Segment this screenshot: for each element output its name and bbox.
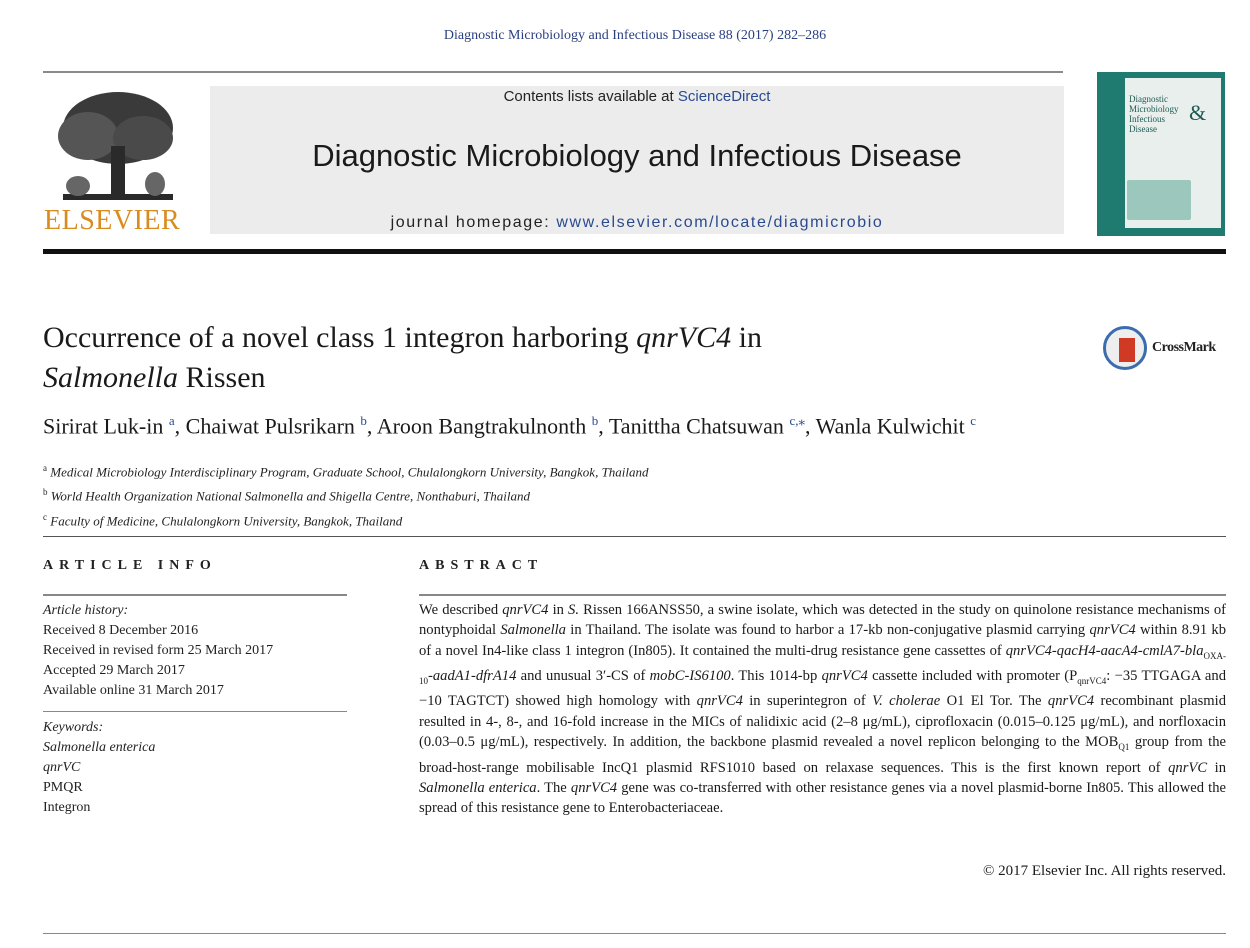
keyword-item: qnrVC [43,760,81,775]
header-thick-rule [43,249,1226,254]
homepage-prefix: journal homepage: [390,214,557,231]
contents-prefix: Contents lists available at [503,88,678,105]
author-name[interactable]: , Chaiwat Pulsrikarn [174,413,361,439]
keyword-item: Salmonella enterica [43,740,156,755]
crossmark-icon [1103,326,1147,370]
author-affiliation-mark[interactable]: a [168,413,175,428]
affiliation-item [43,458,649,482]
keyword-item: PMQR [43,780,83,795]
cover-title: Diagnostic Microbiology Infectious Disease [1129,94,1179,134]
affiliation-text: Faculty of Medicine, Chulalongkorn University, Bangkok, Thailand [50,512,403,528]
sciencedirect-link[interactable]: ScienceDirect [677,88,771,105]
cover-ampersand: & [1189,100,1207,125]
affiliation-text: Medical Microbiology Interdisciplinary Program, Graduate School, Chulalongkorn University, Bangkok, Thailand [50,464,649,480]
footer-rule [43,933,1226,934]
affiliation-item [43,482,649,506]
crossmark-flag-icon [1119,338,1135,362]
keywords-label: Keywords: [43,720,104,735]
contents-line [210,88,1064,105]
title-gene: qnrVC4 [636,321,732,354]
author-name[interactable]: , Tanittha Chatsuwan [598,413,790,439]
journal-banner [210,86,1064,234]
journal-homepage [210,214,1064,232]
keywords-rule [43,711,347,712]
abstract-text: We described qnrVC4 in S. Rissen 166ANSS50, a swine isolate, which was detected in the study on quinolone resistance mechanisms of nontyphoidal Salmonella in Thailand. The isolate was found to harbor a 17-kb non-conjugative plasmid carrying qnrVC4 within 8.91 kb of a novel In4-like class 1 integron (In805). It contained the multi-drug resistance gene cassettes of qnrVC4-qacH4-aacA4-cmlA7-bla$_{OXA-10}$-aadA1-dfrA14 and unusual 3′-CS of mobC-IS6100. This 1014-bp qnrVC4 cassette included with promoter ($P_{qnrVC4}$: −35 TTGAGA and −10 TAGTCT) showed high homology with qnrVC4 in superintegron of V. cholerae O1 El Tor. The qnrVC4 recombinant plasmid resulted in 4-, 8-, and 16-fold increase in the MICs of nalidixic acid (2–8 μg/mL), ciprofloxacin (0.015–0.125 μg/mL), and norfloxacin (0.03–0.5 μg/mL), respectively. In addition, the backbone plasmid revealed a novel replicon belonging to the $MOB_{Q1}$ group from the broad-host-range mobilisable IncQ1 plasmid RFS1010 based on relaxase sequences. This is the first known report of qnrVC in Salmonella enterica. The qnrVC4 gene was co-transferred with other resistance genes via a novel plasmid-borne In805. This allowed the spread of this resistance gene to Enterobacteriaceae. [419,602,1227,817]
author-affiliation-mark[interactable]: b [591,413,599,428]
section-rule [43,536,1226,537]
crossmark-label: CrossMark [1152,340,1216,355]
article-info-heading: ARTICLE INFO [43,558,217,573]
journal-cover-thumbnail[interactable] [1097,72,1225,236]
journal-citation[interactable]: Diagnostic Microbiology and Infectious Disease 88 (2017) 282–286 [443,28,827,43]
history-label: Article history: [43,603,129,618]
crossmark-badge[interactable] [1103,326,1225,374]
keyword-item: Integron [43,800,91,815]
affiliation-item [43,507,649,531]
history-revised: Received in revised form 25 March 2017 [43,643,274,658]
author-name[interactable]: Sirirat Luk-in [43,413,169,439]
elsevier-tree-icon [43,86,183,206]
author-affiliation-mark[interactable]: c,⁎ [789,413,805,428]
title-genus: Salmonella [43,361,178,394]
author-affiliation-mark[interactable]: b [360,413,367,428]
header-rule [43,71,1063,73]
cover-image [1127,180,1191,220]
homepage-link[interactable]: www.elsevier.com/locate/diagmicrobio [556,214,884,231]
author-name[interactable]: , Aroon Bangtrakulnonth [366,413,592,439]
article-title [43,318,1043,398]
abstract-heading: ABSTRACT [419,558,544,573]
author-affiliation-mark[interactable]: c [970,413,976,428]
abstract-rule [419,594,1226,596]
title-part3: Rissen [178,361,266,394]
article-info-rule [43,594,347,596]
affiliation-mark: b [43,487,48,498]
history-accepted: Accepted 29 March 2017 [43,663,185,678]
affiliation-list [43,458,649,531]
title-part2: in [731,321,762,354]
author-name[interactable]: , Wanla Kulwichit [804,413,971,439]
article-history [43,601,273,701]
affiliation-mark: c [43,511,47,522]
journal-title: Diagnostic Microbiology and Infectious Disease [312,138,962,173]
affiliation-mark: a [43,463,47,473]
affiliation-text: World Health Organization National Salmonella and Shigella Centre, Nonthaburi, Thailand [50,488,530,504]
keywords [43,718,155,818]
history-online: Available online 31 March 2017 [43,683,224,698]
elsevier-wordmark: ELSEVIER [44,205,181,236]
copyright-notice: © 2017 Elsevier Inc. All rights reserved. [982,863,1226,879]
title-part1: Occurrence of a novel class 1 integron harboring [43,321,637,354]
history-received: Received 8 December 2016 [43,623,199,638]
author-list [43,413,976,439]
